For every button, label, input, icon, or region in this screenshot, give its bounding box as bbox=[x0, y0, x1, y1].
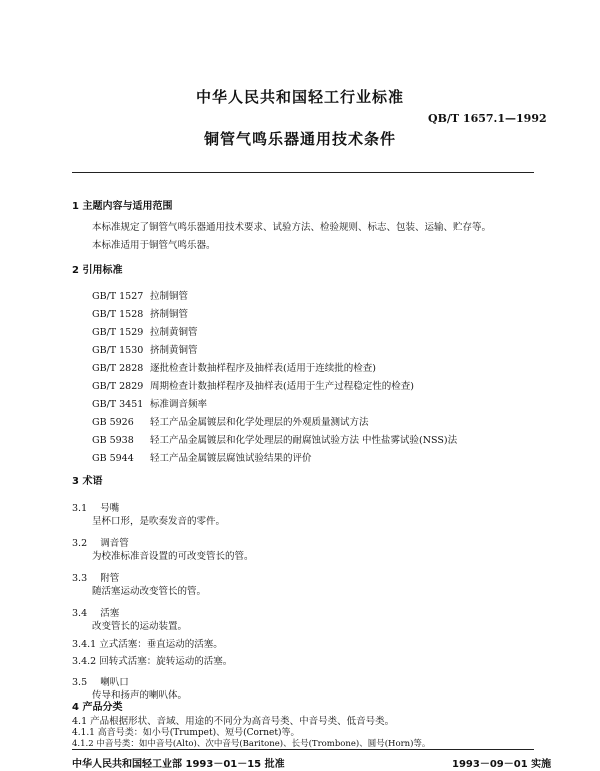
term-subitem-1: 3.4.1 立式活塞：垂直运动的活塞。 bbox=[72, 639, 223, 650]
bottom-rule bbox=[72, 749, 534, 750]
approval-line: 中华人民共和国轻工业部 1993－01－15 批准 bbox=[72, 759, 285, 770]
section-4-para-1: 4.1 产品根据形状、音域、用途的不同分为高音号类、中音号类、低音号类。 bbox=[72, 716, 395, 727]
term-definition: 为校准标准音设置的可改变管长的管。 bbox=[92, 551, 254, 562]
reference-row bbox=[92, 374, 414, 393]
reference-row bbox=[92, 284, 188, 303]
reference-code: GB/T 2829 bbox=[92, 381, 144, 392]
reference-code: GB 5944 bbox=[92, 453, 134, 464]
reference-title: 拉制黄铜管 bbox=[150, 327, 198, 338]
reference-code: GB/T 3451 bbox=[92, 399, 144, 410]
term-name: 活塞 bbox=[100, 608, 120, 619]
term-definition: 改变管长的运动装置。 bbox=[92, 621, 188, 632]
reference-row bbox=[92, 392, 207, 411]
term-number: 3.4 bbox=[72, 608, 88, 619]
reference-row bbox=[92, 302, 188, 321]
term-subitem-2: 3.4.2 回转式活塞：旋转运动的活塞。 bbox=[72, 656, 233, 667]
section-1-para-1: 本标准规定了铜管气鸣乐器通用技术要求、试验方法、检验规则、标志、包装、运输、贮存等。 bbox=[92, 222, 492, 233]
section-1-para-2: 本标准适用于铜管气鸣乐器。 bbox=[92, 240, 216, 251]
term-definition: 呈杯口形，是吹奏发音的零件。 bbox=[92, 516, 226, 527]
reference-title: 逐批检查计数抽样程序及抽样表(适用于连续批的检查) bbox=[150, 363, 376, 374]
document-title: 铜管气鸣乐器通用技术条件 bbox=[203, 130, 396, 148]
section-3-heading: 3 术语 bbox=[72, 476, 103, 487]
term-number: 3.3 bbox=[72, 573, 88, 584]
term-name: 号嘴 bbox=[100, 503, 120, 514]
reference-code: GB/T 1529 bbox=[92, 327, 144, 338]
reference-row bbox=[92, 428, 457, 447]
reference-code: GB/T 1528 bbox=[92, 309, 144, 320]
reference-title: 挤制铜管 bbox=[150, 309, 189, 320]
term-definition: 随活塞运动改变管长的管。 bbox=[92, 586, 207, 597]
reference-code: GB/T 2828 bbox=[92, 363, 144, 374]
section-2-heading: 2 引用标准 bbox=[72, 265, 123, 276]
reference-row bbox=[92, 356, 376, 375]
reference-title: 挤制黄铜管 bbox=[150, 345, 198, 356]
org-title: 中华人民共和国轻工行业标准 bbox=[195, 88, 404, 106]
reference-row bbox=[92, 338, 198, 357]
reference-title: 轻工产品金属镀层和化学处理层的耐腐蚀试验方法 中性盐雾试验(NSS)法 bbox=[150, 435, 458, 446]
term-name: 调音管 bbox=[100, 538, 129, 549]
reference-title: 轻工产品金属镀层腐蚀试验结果的评价 bbox=[150, 453, 312, 464]
reference-code: GB/T 1530 bbox=[92, 345, 144, 356]
reference-row bbox=[92, 320, 198, 339]
term-name: 附管 bbox=[100, 573, 120, 584]
reference-code: GB 5926 bbox=[92, 417, 134, 428]
reference-row bbox=[92, 446, 312, 465]
reference-code: GB/T 1527 bbox=[92, 291, 144, 302]
top-rule bbox=[72, 172, 534, 173]
reference-row bbox=[92, 410, 369, 429]
term-number: 3.5 bbox=[72, 677, 88, 688]
term-name: 喇叭口 bbox=[100, 677, 129, 688]
standard-number: QB/T 1657.1—1992 bbox=[428, 112, 547, 125]
term-number: 3.1 bbox=[72, 503, 88, 514]
reference-title: 轻工产品金属镀层和化学处理层的外观质量测试方法 bbox=[150, 417, 369, 428]
reference-title: 拉制铜管 bbox=[150, 291, 189, 302]
section-4-para-3: 4.1.2 中音号类：如中音号(Alto)、次中音号(Baritone)、长号(Trombone)、圆号(Horn)等。 bbox=[72, 739, 431, 749]
reference-title: 标准调音频率 bbox=[150, 399, 208, 410]
section-1-heading: 1 主题内容与适用范围 bbox=[72, 201, 173, 212]
term-number: 3.2 bbox=[72, 538, 88, 549]
reference-code: GB 5938 bbox=[92, 435, 134, 446]
section-4-heading: 4 产品分类 bbox=[72, 702, 123, 713]
term-definition: 传导和扬声的喇叭体。 bbox=[92, 690, 188, 701]
section-4-para-2: 4.1.1 高音号类：如小号(Trumpet)、短号(Cornet)等。 bbox=[72, 728, 300, 738]
reference-title: 周期检查计数抽样程序及抽样表(适用于生产过程稳定性的检查) bbox=[150, 381, 414, 392]
implementation-line: 1993－09－01 实施 bbox=[452, 759, 552, 770]
